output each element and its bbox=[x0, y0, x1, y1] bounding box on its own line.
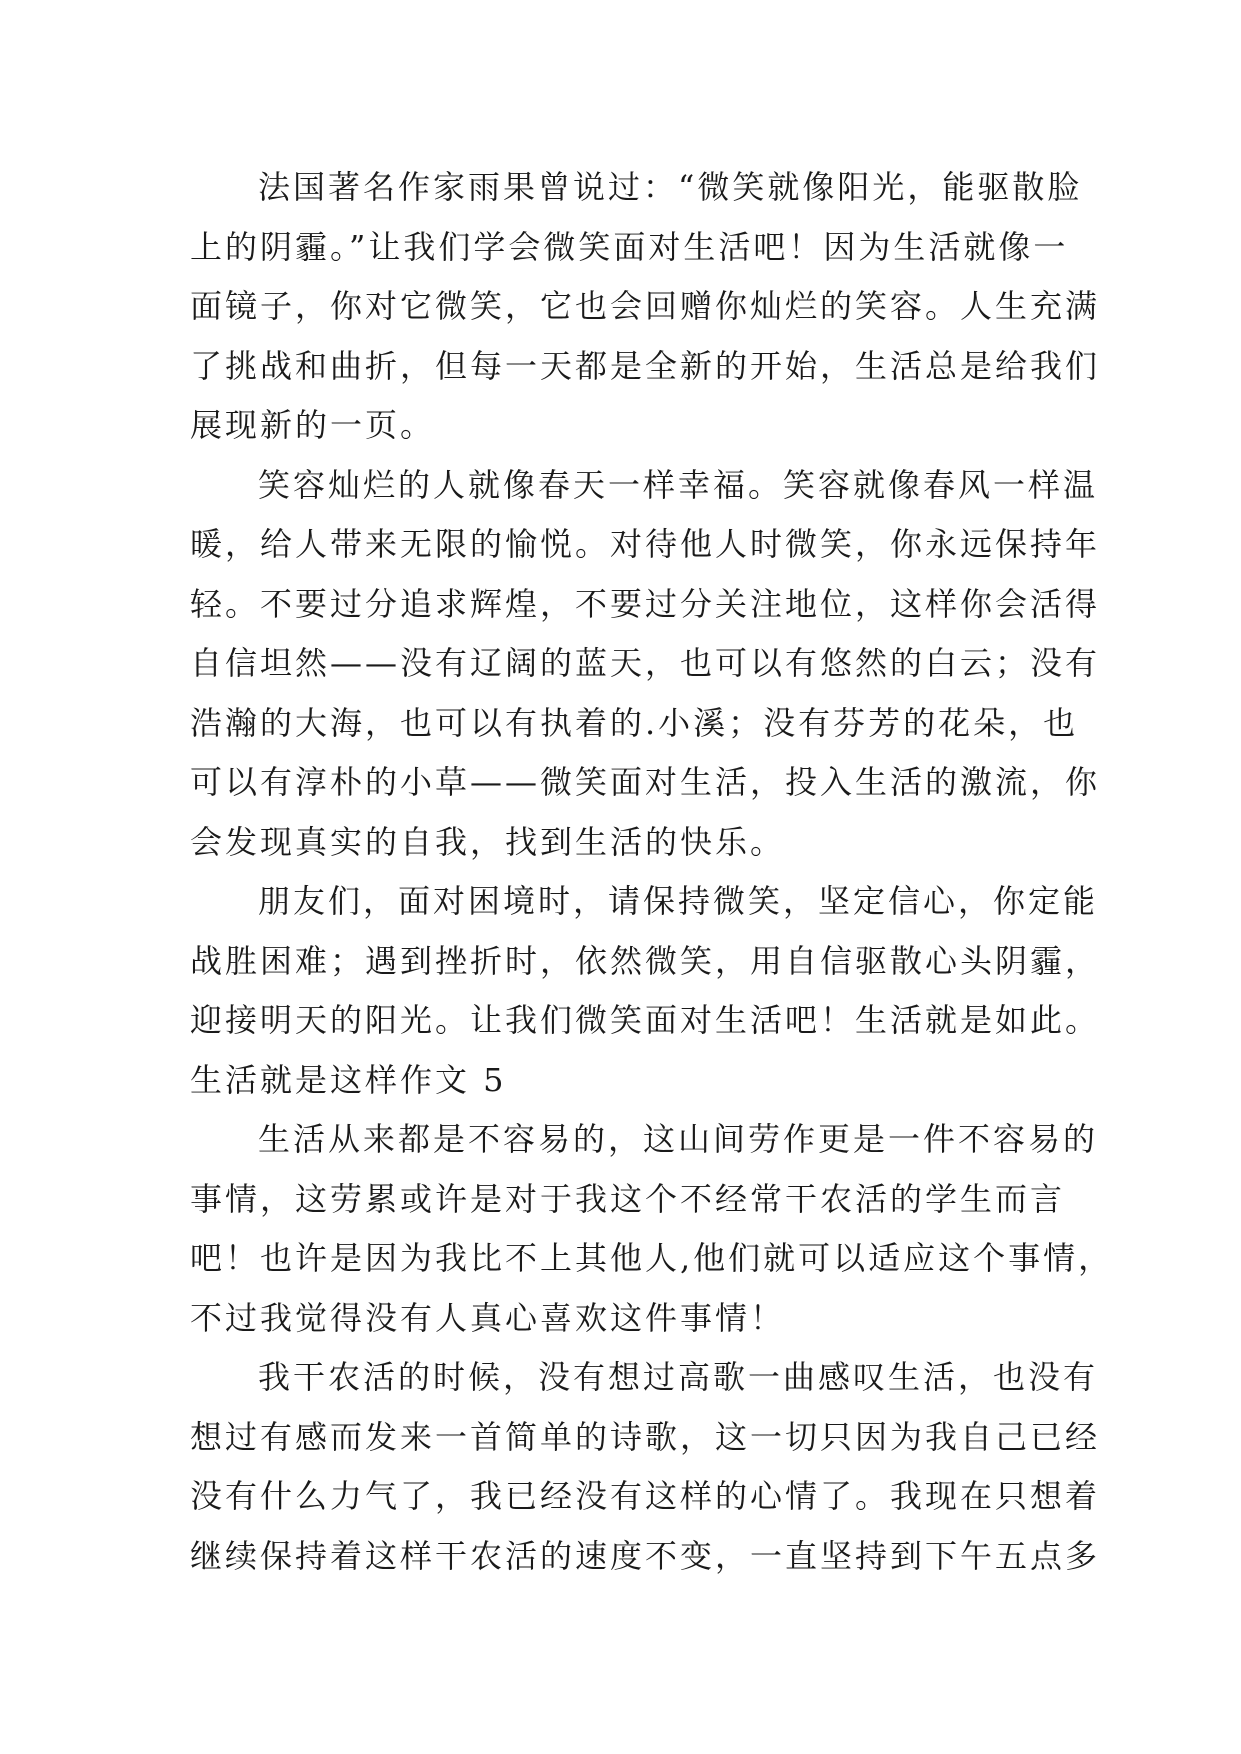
text-line: 展现新的一页。 bbox=[190, 406, 436, 444]
text-line: 没有什么力气了，我已经没有这样的心情了。我现在只想着 bbox=[190, 1477, 1101, 1515]
text-line: 可以有淳朴的小草——微笑面对生活，投入生活的激流，你 bbox=[190, 763, 1101, 801]
text-line: 事情，这劳累或许是对于我这个不经常干农活的学生而言 bbox=[190, 1179, 1066, 1218]
text-line: 会发现真实的自我，找到生活的快乐。 bbox=[190, 822, 786, 861]
text-line: 自信坦然——没有辽阔的蓝天，也可以有悠然的白云；没有 bbox=[190, 644, 1101, 682]
text-line: 暖，给人带来无限的愉悦。对待他人时微笑，你永远保持年 bbox=[190, 525, 1101, 563]
text-line: 战胜困难；遇到挫折时，依然微笑，用自信驱散心头阴霾， bbox=[190, 941, 1101, 980]
text-line: 浩瀚的大海，也可以有执着的.小溪；没有芬芳的花朵，也 bbox=[190, 703, 1079, 742]
text-line: 面镜子，你对它微笑，它也会回赠你灿烂的笑容。人生充满 bbox=[190, 287, 1101, 325]
text-line: 不过我觉得没有人真心喜欢这件事情！ bbox=[190, 1298, 786, 1337]
text-line: 想过有感而发来一首简单的诗歌，这一切只因为我自己已经 bbox=[190, 1417, 1101, 1456]
text-line: 上的阴霾。”让我们学会微笑面对生活吧！因为生活就像一 bbox=[190, 227, 1069, 266]
text-line: 法国著名作家雨果曾说过：“微笑就像阳光，能驱散脸 bbox=[258, 168, 1083, 206]
text-line: 吧！也许是因为我比不上其他人,他们就可以适应这个事情， bbox=[190, 1239, 1114, 1277]
text-line: 迎接明天的阳光。让我们微笑面对生活吧！生活就是如此。 bbox=[190, 1001, 1101, 1039]
text-line: 笑容灿烂的人就像春天一样幸福。笑容就像春风一样温 bbox=[258, 465, 1099, 504]
section-heading: 生活就是这样作文 5 bbox=[190, 1060, 507, 1099]
text-line: 生活从来都是不容易的，这山间劳作更是一件不容易的 bbox=[258, 1120, 1099, 1158]
text-line: 朋友们，面对困境时，请保持微笑，坚定信心，你定能 bbox=[258, 882, 1099, 920]
document-body bbox=[190, 158, 1114, 1586]
text-line: 轻。不要过分追求辉煌，不要过分关注地位，这样你会活得 bbox=[190, 584, 1101, 623]
text-line: 了挑战和曲折，但每一天都是全新的开始，生活总是给我们 bbox=[190, 346, 1101, 385]
text-line: 继续保持着这样干农活的速度不变，一直坚持到下午五点多 bbox=[190, 1536, 1101, 1575]
text-line: 我干农活的时候，没有想过高歌一曲感叹生活，也没有 bbox=[258, 1358, 1099, 1396]
